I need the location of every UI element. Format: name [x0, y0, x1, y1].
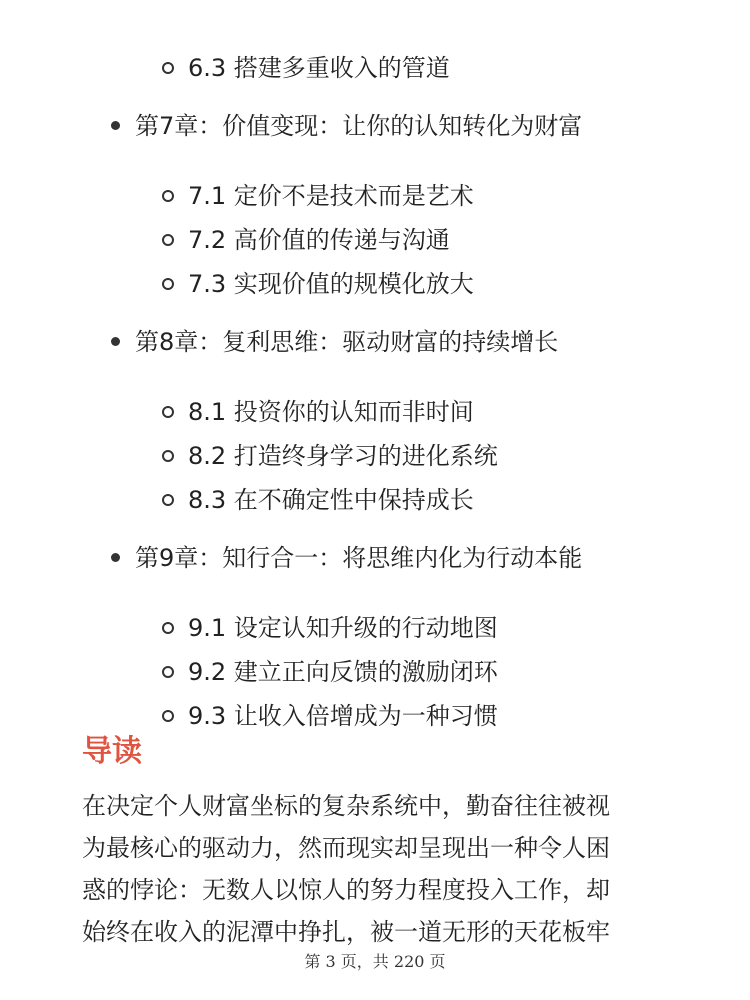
toc-item-label: 9.3 让收入倍增成为一种习惯 [188, 702, 498, 730]
hollow-circle-bullet-icon [162, 710, 174, 722]
toc-item-9-2[interactable] [0, 650, 750, 694]
toc-item-8-3[interactable] [0, 478, 750, 522]
toc-item-label: 9.1 设定认知升级的行动地图 [188, 614, 498, 642]
toc-item-label: 8.2 打造终身学习的进化系统 [188, 442, 498, 470]
filled-circle-bullet-icon [111, 553, 120, 562]
paragraph-line: 始终在收入的泥潭中挣扎，被一道无形的天花板牢 [82, 918, 610, 946]
hollow-circle-bullet-icon [162, 62, 174, 74]
toc-chapter-8[interactable] [0, 320, 750, 364]
toc-item-label: 7.2 高价值的传递与沟通 [188, 226, 450, 254]
toc-chapter-label: 第7章：价值变现：让你的认知转化为财富 [135, 112, 583, 140]
toc-chapter-9[interactable] [0, 536, 750, 580]
hollow-circle-bullet-icon [162, 190, 174, 202]
toc-item-9-1[interactable] [0, 606, 750, 650]
hollow-circle-bullet-icon [162, 450, 174, 462]
toc-item-label: 7.3 实现价值的规模化放大 [188, 270, 474, 298]
paragraph-line: 惑的悖论：无数人以惊人的努力程度投入工作，却 [82, 876, 610, 904]
toc-chapter-label: 第8章：复利思维：驱动财富的持续增长 [135, 328, 559, 356]
toc-item-label: 6.3 搭建多重收入的管道 [188, 54, 450, 82]
toc-chapter-label: 第9章：知行合一：将思维内化为行动本能 [135, 544, 583, 572]
table-of-contents [0, 46, 750, 738]
toc-chapter-7[interactable] [0, 104, 750, 148]
hollow-circle-bullet-icon [162, 278, 174, 290]
hollow-circle-bullet-icon [162, 406, 174, 418]
toc-item-7-3[interactable] [0, 262, 750, 306]
filled-circle-bullet-icon [111, 337, 120, 346]
toc-item-label: 9.2 建立正向反馈的激励闭环 [188, 658, 498, 686]
filled-circle-bullet-icon [111, 121, 120, 130]
hollow-circle-bullet-icon [162, 622, 174, 634]
paragraph-line: 在决定个人财富坐标的复杂系统中，勤奋往往被视 [82, 792, 610, 820]
toc-item-label: 8.3 在不确定性中保持成长 [188, 486, 474, 514]
toc-item-label: 8.1 投资你的认知而非时间 [188, 398, 474, 426]
section-heading: 导读 [82, 734, 142, 769]
hollow-circle-bullet-icon [162, 234, 174, 246]
toc-item-8-1[interactable] [0, 390, 750, 434]
paragraph-line: 为最核心的驱动力，然而现实却呈现出一种令人困 [82, 834, 610, 862]
hollow-circle-bullet-icon [162, 666, 174, 678]
page-number-footer: 第 3 页，共 220 页 [304, 952, 446, 971]
toc-item-6-3[interactable] [0, 46, 750, 90]
hollow-circle-bullet-icon [162, 494, 174, 506]
toc-item-8-2[interactable] [0, 434, 750, 478]
toc-item-7-1[interactable] [0, 174, 750, 218]
toc-item-7-2[interactable] [0, 218, 750, 262]
toc-item-label: 7.1 定价不是技术而是艺术 [188, 182, 474, 210]
body-paragraph [82, 785, 672, 953]
